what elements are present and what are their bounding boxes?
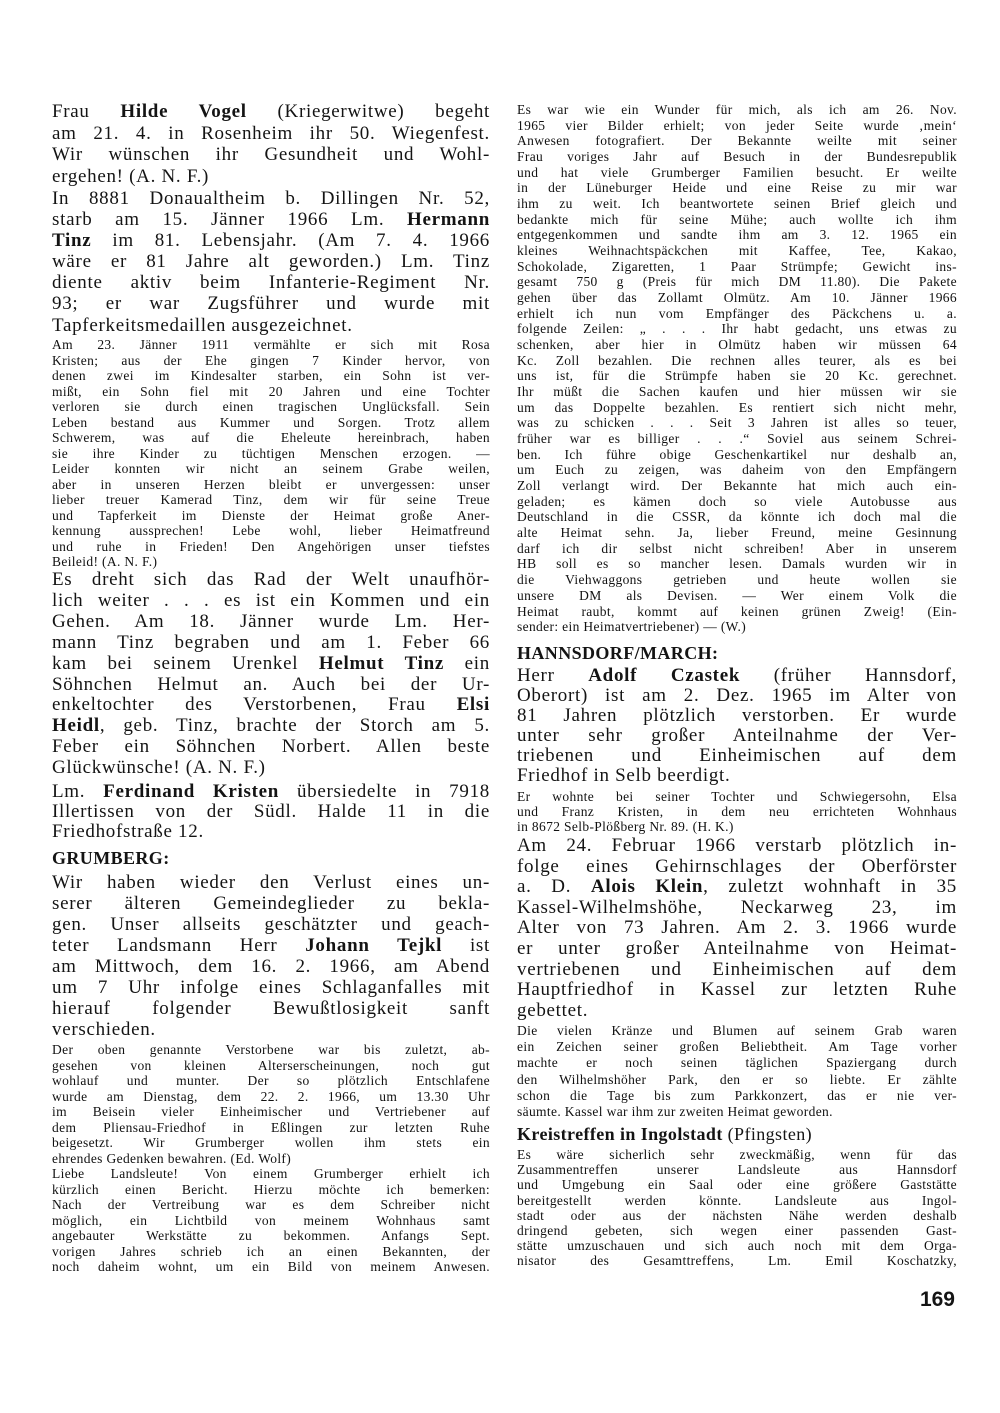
text-line: Feber ein Söhnchen Norbert. Allen beste: [52, 736, 490, 758]
text-line: bereitgestellt werden könnte. Landsleute aus Ingol-: [517, 1192, 957, 1208]
text-line: gesamt 750 g (Preis für mich DM 11.80). Die Pakete: [517, 274, 957, 290]
text-line: gehen über das Zollamt Olmütz. Am 10. Jänner 1966: [517, 290, 957, 306]
text-line: aber in unseren Herzen bleibt er unvergessen: unser: [52, 476, 490, 492]
text-line: Gehen. Am 18. Jänner wurde Lm. Her-: [52, 610, 490, 632]
text-line: machte er noch seinen täglichen Spaziergang durch: [517, 1055, 957, 1071]
text-line: starb am 15. Jänner 1966 Lm. Hermann: [52, 209, 490, 231]
text-line: sender: ein Heimatvertriebener) — (W.): [517, 619, 747, 635]
text-line: Leben bestand aus Kummer und Sorgen. Trotz allem: [52, 414, 490, 430]
text-line: in 8672 Selb-Plößberg Nr. 89. (H. K.): [517, 819, 734, 834]
text-line: Er wohnte bei seiner Tochter und Schwiegersohn, Elsa: [517, 789, 957, 804]
text-line: enkeltochter des Verstorbenen, Frau Elsi: [52, 694, 490, 716]
text-line: säumte. Kassel war ihm zur zweiten Heimat geworden.: [517, 1104, 833, 1120]
bold-name: Johann Tejkl: [305, 935, 443, 956]
text-line: Liebe Landsleute! Von einem Grumberger erhielt ich: [52, 1166, 490, 1181]
text-line: ein Zeichen seiner großen Beliebtheit. Am Tage vorher: [517, 1039, 957, 1055]
text-line: Zusammentreffen unserer Landsleute aus Hannsdorf: [517, 1162, 957, 1178]
text-line: serer älteren Gemeindeglieder zu bekla-: [52, 893, 490, 914]
bold-name: Ferdinand Kristen: [103, 781, 280, 802]
text-line: kürzlich einen Bericht. Hierzu möchte ich bemerken:: [52, 1181, 490, 1197]
text-line: Ihr müßt die Sachen kaufen und hier müssen wir sie: [517, 384, 957, 400]
article-adolf-czastek: [517, 666, 957, 786]
text-line: 93; er war Zugsführer und wurde mit: [52, 293, 490, 315]
article-hermann-tinz: [52, 188, 490, 336]
text-line: und hat viele Grumberger Familien besucht. Er weilte: [517, 164, 957, 180]
text-line: kennung aussprechen! Lebe wohl, lieber Heimatfreund: [52, 523, 490, 538]
text-line: in der Lüneburger Heide und eine Reise zu mir war: [517, 180, 957, 196]
article-ferdinand-kristen: [52, 782, 490, 842]
text-line: möglich, ein Lichtbild von meinem Wohnhaus samt: [52, 1212, 490, 1228]
text-line: Friedhof in Selb beerdigt.: [517, 765, 731, 786]
text-line: die Viehwaggons getrieben und heute wollen sie: [517, 572, 957, 588]
text-line: schenken, aber hier in Olmütz haben wir müssen 64: [517, 337, 957, 353]
text-line: kleines Weihnachtspäckchen mit Kaffee, Tee, Kakao,: [517, 243, 957, 259]
text-line: Wir haben wieder den Verlust eines un-: [52, 872, 490, 893]
text-line: diente aktiv beim Infanterie-Regiment Nr.: [52, 272, 490, 294]
text-line: wurde am Dienstag, dem 22. 2. 1966, um 13.30 Uhr: [52, 1088, 490, 1104]
text-line: Tapferkeitsmedaillen ausgezeichnet.: [52, 314, 353, 336]
text-line: den Wilhelmshöher Park, den er so liebte. Er zählte: [517, 1071, 957, 1087]
text-line: HB soll es so mancher lesen. Damals wurden wir in: [517, 556, 957, 572]
text-line: hierauf folgender Bewußtlosigkeit sanft: [52, 998, 490, 1019]
text-line: früher war es billiger . . .“ Soviel aus seinem Schrei-: [517, 431, 957, 447]
text-line: Anwesen fotografiert. Der Bekannte weilte mit seiner: [517, 133, 957, 149]
text-line: entgegenkommen und sandte ihm am 3. 12. 1965 ein: [517, 227, 957, 243]
article-johann-tejkl: [52, 872, 490, 1040]
article-tinz-family: [52, 570, 490, 779]
text-line: verschieden.: [52, 1019, 156, 1040]
text-line: wohlauf und munter. Der so plötzlich Entschlafene: [52, 1073, 490, 1088]
text-line: Deutschland in die CSSR, da könnte ich doch mal die: [517, 509, 957, 525]
bold-name: Adolf Czastek: [588, 665, 741, 686]
bold-name: Alois Klein: [590, 876, 704, 898]
text-line: Kristen; aus der Ehe gingen 7 Kinder hervor, von: [52, 352, 490, 368]
text-line: Hauptfriedhof in Kassel zur letzten Ruhe: [517, 979, 957, 1001]
text-line: In 8881 Donaualtheim b. Dillingen Nr. 52,: [52, 188, 490, 209]
text-line: stadt oder aus der nächsten Nähe werden deshalb: [517, 1207, 957, 1223]
article-hilde-vogel: [52, 101, 490, 187]
text-line: denen zwei im Kindesalter starben, ein Sohn ist ver-: [52, 368, 490, 383]
text-line: Wir wünschen ihr Gesundheit und Wohl-: [52, 144, 490, 165]
text-line: Herr Adolf Czastek (früher Hannsdorf,: [517, 665, 957, 686]
text-line: Illertissen von der Südl. Halde 11 in die: [52, 801, 490, 822]
text-line: und Umgebung ein Saal oder eine größere Gaststätte: [517, 1177, 957, 1193]
text-line: Friedhofstraße 12.: [52, 821, 204, 842]
text-line: folgende Zeilen: „ . . . Ihr habt gedacht, uns etwas zu: [517, 321, 957, 337]
text-line: und Franz Kristen, in dem neu errichteten Wohnhaus: [517, 804, 957, 819]
text-line: unter sehr großer Anteilnahme der Ver-: [517, 725, 957, 746]
text-line: vorigen Jahres schrieb ich an einen Bekannten, der: [52, 1243, 490, 1259]
text-line: Glückwünsche! (A. N. F.): [52, 757, 266, 779]
text-line: lich weiter . . . es ist ein Kommen und ein: [52, 589, 490, 611]
text-line: beigesetzt. Wir Grumberger wollen ihm stets ein: [52, 1135, 490, 1150]
text-line: sie ihre Kinder zu tüchtigen Menschen erzogen. —: [52, 445, 490, 461]
text-line: erhielt ich nun vom Empfänger des Päckchens u. a.: [517, 305, 957, 321]
text-line: Zoll verlangt wird. Der Bekannte hat mich auch ein-: [517, 478, 957, 494]
bold-name: Hermann: [406, 209, 490, 231]
article-alois-klein: [517, 836, 957, 1021]
text-line: Lm. Ferdinand Kristen übersiedelte in 7918: [52, 781, 490, 802]
text-line: am 21. 4. in Rosenheim ihr 50. Wiegenfest.: [52, 122, 490, 144]
text-line: unsere DM als Devisen. — Wer einem Volk die: [517, 587, 957, 603]
text-line: verloren sie durch einen tragischen Unglücksfall. Sein: [52, 399, 490, 414]
text-line: und Tapferkeit im Dienste der Heimat große Aner-: [52, 507, 490, 523]
bold-name: Heidl: [52, 715, 100, 737]
bold-name: Tinz: [52, 230, 92, 252]
article-grumberg-letter: [52, 1042, 490, 1275]
text-line: bedankte mich für seine Mühe; auch wollte ich ihm: [517, 211, 957, 227]
text-line: Kassel-Wilhelmshöhe, Neckarweg 23, im: [517, 896, 957, 918]
section-heading-grumberg: GRUMBERG:: [52, 848, 170, 868]
text-line: gen. Unser allseits geschätzter und geach-: [52, 914, 490, 935]
section-heading-kreistreffen: [517, 1124, 812, 1144]
text-line: Söhnchen Helmut an. Auch bei der Ur-: [52, 673, 490, 695]
text-line: und ruhe in Frieden! Den Angehörigen unser tiefstes: [52, 538, 490, 554]
text-line: Tinz im 81. Lebensjahr. (Am 7. 4. 1966: [52, 230, 490, 252]
text-line: vertriebenen und Einheimischen auf dem: [517, 958, 957, 980]
text-line: was zu schicken . . . Seit 3 Jahren ist alles so teuer,: [517, 415, 957, 431]
text-line: 1965 vier Bilder erhielt; von jeder Seite wurde ‚mein‘: [517, 117, 957, 133]
section-heading-hannsdorf: HANNSDORF/MARCH:: [517, 643, 719, 663]
bold-name: Hilde Vogel: [120, 101, 247, 122]
text-line: Kc. Zoll bezahlen. Die rechnen alles teurer, als es bei: [517, 352, 957, 368]
text-line: Alter von 73 Jahren. Am 2. 3. 1966 wurde: [517, 917, 957, 939]
text-line: wäre er 81 Jahre alt geworden.) Lm. Tinz: [52, 251, 490, 273]
text-line: ergehen! (A. N. F.): [52, 165, 210, 187]
text-line: Frau Hilde Vogel (Kriegerwitwe) begeht: [52, 101, 490, 122]
text-line: Es wäre sicherlich sehr zweckmäßig, wenn für das: [517, 1147, 957, 1162]
text-line: Beileid! (A. N. F.): [52, 554, 158, 569]
page-number: 169: [919, 1288, 955, 1311]
heading-note: (Pfingsten): [727, 1124, 813, 1144]
text-line: Die vielen Kränze und Blumen auf seinem Grab waren: [517, 1023, 957, 1038]
text-line: mann Tinz begraben und am 1. Feber 66: [52, 631, 490, 653]
text-line: Am 23. Jänner 1911 vermählte er sich mit Rosa: [52, 337, 490, 352]
text-line: Nach der Vertreibung war es dem Schreiber nicht: [52, 1197, 490, 1212]
text-line: a. D. Alois Klein, zuletzt wohnhaft in 35: [517, 876, 958, 898]
text-line: Es war wie ein Wunder für mich, als ich am 26. Nov.: [517, 102, 957, 117]
bold-name: Elsi: [456, 694, 490, 716]
text-line: stätte umzuschauen und sich auch noch mit dem Orga-: [517, 1238, 957, 1254]
article-kreistreffen: [517, 1147, 957, 1269]
text-line: ihm zu weit. Ich beantwortete seinen Brief gleich und: [517, 196, 957, 212]
article-grumberg-letter-continued: [517, 102, 957, 635]
text-line: 81 Jahren plötzlich verstorben. Er wurde: [517, 705, 957, 726]
text-line: teter Landsmann Herr Johann Tejkl ist: [52, 935, 490, 956]
text-line: Schokolade, Zigaretten, 1 Paar Strümpfe; Gewicht ins-: [517, 258, 957, 274]
text-line: Frau voriges Jahr auf Besuch in der Bundesrepublik: [517, 149, 957, 165]
text-line: um das Doppelte bezahlen. Es rentiert sich nicht mehr,: [517, 399, 957, 415]
text-line: Leider konnten wir nicht an seinem Grabe weilen,: [52, 461, 490, 476]
text-line: triebenen und Einheimischen auf dem: [517, 745, 957, 766]
text-line: er unter großer Anteilnahme von Heimat-: [517, 937, 957, 959]
text-line: kam bei seinem Urenkel Helmut Tinz ein: [52, 652, 490, 674]
text-line: gebettet.: [517, 999, 589, 1021]
text-line: Heimat raubt, kommt auf keinen grünen Zweig! (Ein-: [517, 603, 957, 619]
text-line: noch daheim wohnt, um ein Bild von meinem Anwesen.: [52, 1259, 490, 1274]
bold-name: Helmut Tinz: [318, 652, 445, 674]
text-line: ehrendes Gedenken bewahren. (Ed. Wolf): [52, 1150, 292, 1166]
text-line: dem Pliensau-Friedhof in Eßlingen zur letzten Ruhe: [52, 1119, 490, 1135]
text-line: schon die Tage bis zum Parkkonzert, das er nie ver-: [517, 1087, 957, 1103]
text-line: ben. Ich führe obige Geschenkartikel nur deshalb an,: [517, 446, 957, 462]
text-line: gesehen von kleinen Alterserscheinungen, noch gut: [52, 1057, 490, 1073]
text-line: darf ich dir selbst nicht schreiben! Aber in unserem: [517, 540, 957, 556]
text-line: am Mittwoch, dem 16. 2. 1966, am Abend: [52, 956, 490, 977]
text-line: Es dreht sich das Rad der Welt unaufhör-: [52, 569, 490, 590]
text-line: Am 24. Februar 1966 verstarb plötzlich in-: [517, 835, 957, 856]
text-line: nisator des Gesamttreffens, Lm. Emil Koschatzky,: [517, 1253, 957, 1269]
heading-title: Kreistreffen in Ingolstadt: [517, 1124, 723, 1144]
text-line: uns ist, für die Strümpfe haben sie 20 Kc. gerechnet.: [517, 368, 957, 384]
text-line: alte Heimat sehn. Ja, lieber Freund, meine Gesinnung: [517, 525, 957, 541]
text-line: um Euch zu zeigen, was daheim von den Empfängern: [517, 462, 957, 478]
text-line: angebauter Werkstätte zu bekommen. Anfangs Sept.: [52, 1228, 490, 1243]
text-line: lieber treuer Kamerad Tinz, dem wir für seine Treue: [52, 492, 490, 507]
text-line: im Beisein vieler Einheimischer und Vertriebener auf: [52, 1104, 490, 1119]
text-line: um 7 Uhr infolge eines Schlaganfalles mit: [52, 977, 490, 998]
text-line: dringend gebeten, sich wegen einer passenden Gast-: [517, 1223, 957, 1239]
text-line: mißt, ein Sohn fiel mit 20 Jahren und eine Tochter: [52, 383, 490, 399]
text-line: geladen; es kämen doch so viele Autobusse aus: [517, 493, 957, 509]
article-tinz-details: [52, 337, 490, 570]
text-line: Schwerem, was auf die Eheleute hereinbrach, haben: [52, 430, 490, 445]
text-line: folge eines Gehirnschlages der Oberförster: [517, 855, 957, 877]
text-line: Heidl, geb. Tinz, brachte der Storch am 5.: [52, 715, 490, 737]
article-klein-details: [517, 1023, 957, 1120]
article-czastek-details: [517, 789, 957, 834]
text-line: Der oben genannte Verstorbene war bis zuletzt, ab-: [52, 1042, 490, 1057]
text-line: Oberort) ist am 2. Dez. 1965 im Alter von: [517, 685, 957, 706]
